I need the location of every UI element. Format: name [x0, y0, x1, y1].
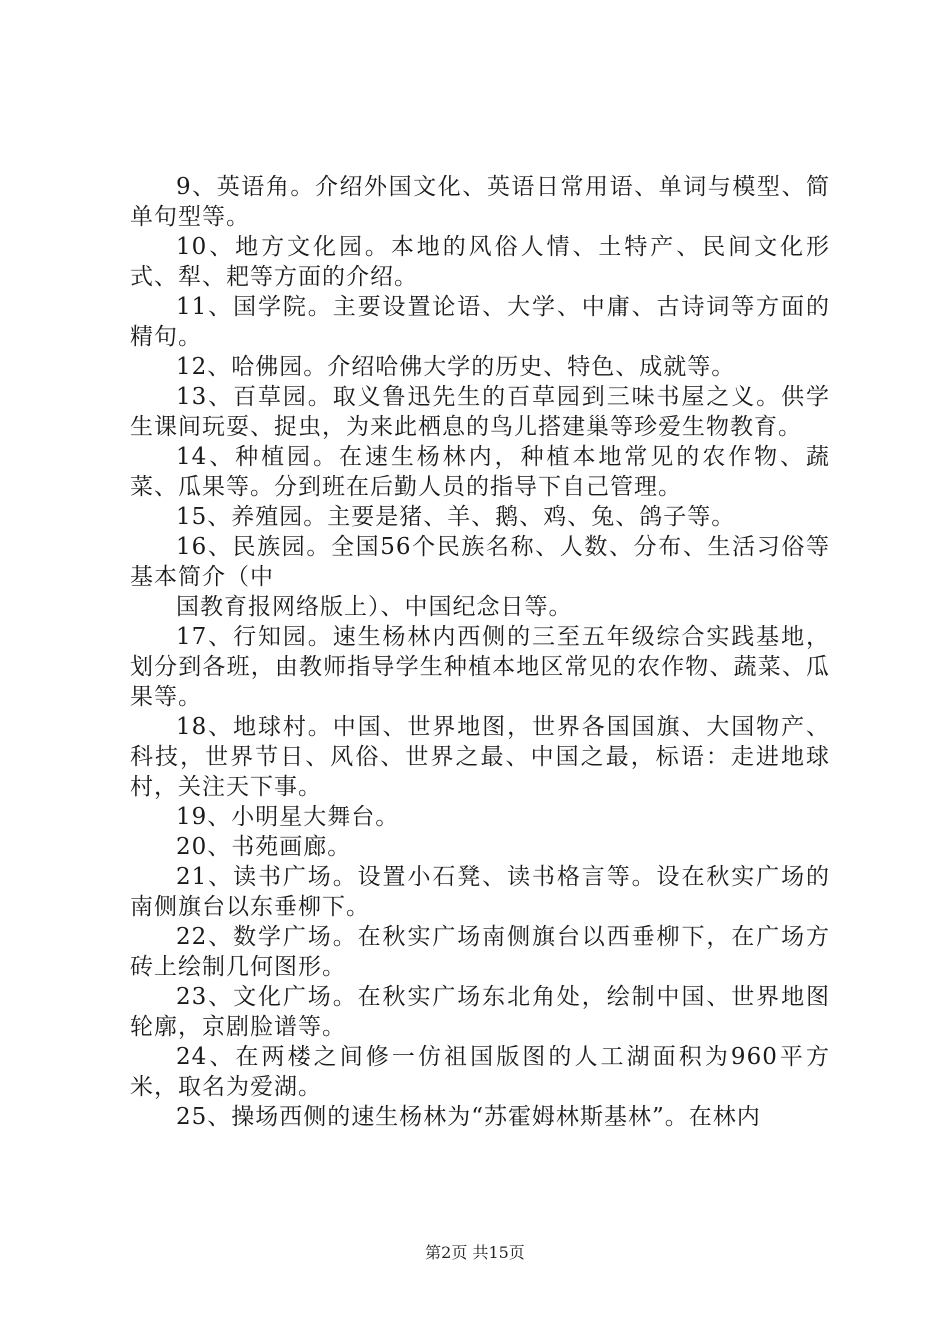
paragraph-herb-garden: 13、百草园。取义鲁迅先生的百草园到三味书屋之义。供学生课间玩耍、捉虫，为来此栖息的鸟儿搭建巢等珍爱生物教育。: [130, 384, 830, 440]
page-number-footer: 第2页 共15页: [425, 1243, 525, 1262]
paragraph-sukhomlinsky-forest: 25、操场西侧的速生杨林为“苏霍姆林斯基林”。在林内: [176, 1104, 761, 1130]
paragraph-global-village: 18、地球村。中国、世界地图，世界各国国旗、大国物产、科技，世界节日、风俗、世界之最、中国之最，标语：走进地球村，关注天下事。: [130, 714, 830, 800]
paragraph-ethnic-garden-continued: 国教育报网络版上）、中国纪念日等。: [176, 594, 573, 620]
paragraph-reading-square: 21、读书广场。设置小石凳、读书格言等。设在秋实广场的南侧旗台以东垂柳下。: [130, 864, 830, 920]
paragraph-breeding-garden: 15、养殖园。主要是猪、羊、鹅、鸡、兔、鸽子等。: [176, 504, 736, 530]
paragraph-english-corner: 9、英语角。介绍外国文化、英语日常用语、单词与模型、简单句型等。: [130, 174, 830, 230]
paragraph-planting-garden: 14、种植园。在速生杨林内，种植本地常见的农作物、蔬菜、瓜果等。分到班在后勤人员的指导下自己管理。: [130, 444, 830, 500]
paragraph-math-square: 22、数学广场。在秋实广场南侧旗台以西垂柳下，在广场方砖上绘制几何图形。: [130, 924, 830, 980]
document-body: [130, 172, 830, 1132]
paragraph-xingzhi-garden: 17、行知园。速生杨林内西侧的三至五年级综合实践基地，划分到各班，由教师指导学生种植本地区常见的农作物、蔬菜、瓜果等。: [130, 624, 830, 710]
paragraph-sinology-academy: 11、国学院。主要设置论语、大学、中庸、古诗词等方面的精句。: [130, 294, 830, 350]
paragraph-book-gallery: 20、书苑画廊。: [176, 834, 352, 860]
paragraph-ai-lake: 24、在两楼之间修一仿祖国版图的人工湖面积为960平方米，取名为爱湖。: [130, 1044, 830, 1100]
paragraph-little-star-stage: 19、小明星大舞台。: [176, 804, 400, 830]
paragraph-ethnic-garden: 16、民族园。全国56个民族名称、人数、分布、生活习俗等基本简介（中: [130, 534, 830, 590]
paragraph-harvard-garden: 12、哈佛园。介绍哈佛大学的历史、特色、成就等。: [176, 354, 736, 380]
paragraph-local-culture-garden: 10、地方文化园。本地的风俗人情、土特产、民间文化形式、犁、耙等方面的介绍。: [130, 234, 830, 290]
paragraph-culture-square: 23、文化广场。在秋实广场东北角处，绘制中国、世界地图轮廓，京剧脸谱等。: [130, 984, 830, 1040]
